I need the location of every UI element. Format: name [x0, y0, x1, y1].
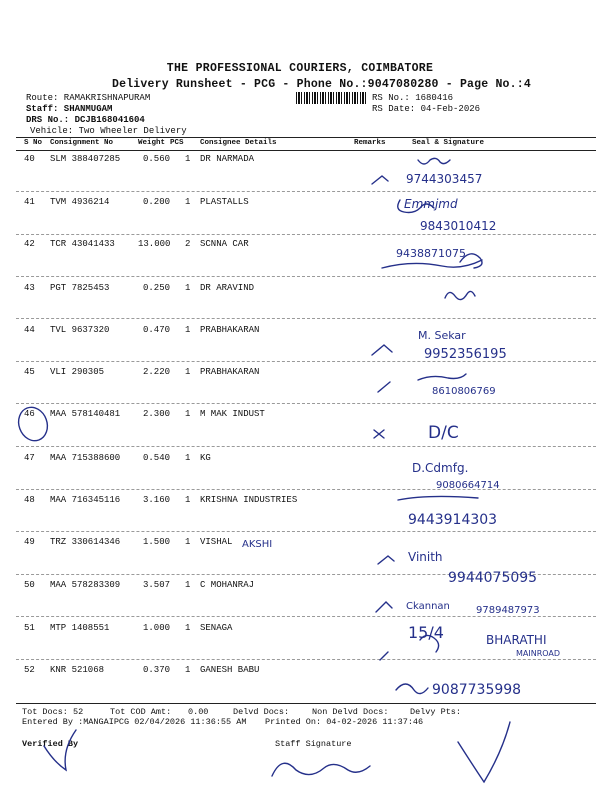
- row-weight: 0.470: [143, 325, 171, 335]
- header-top-rule: [16, 137, 596, 138]
- big-checkmark: [458, 722, 510, 782]
- delivered-docs: Delvd Docs:: [233, 707, 290, 717]
- row-consignment: MAA 578283309: [50, 580, 121, 590]
- row-sno: 52: [24, 665, 35, 675]
- row-consignment: KNR 521068: [50, 665, 105, 675]
- col-consignee: Consignee Details: [200, 139, 277, 147]
- row-sno: 45: [24, 367, 35, 377]
- printed-on: Printed On: 04-02-2026 11:37:46: [265, 717, 424, 727]
- row-divider: [16, 531, 596, 532]
- hw-r51b: BHARATHI: [486, 633, 547, 647]
- hw-r49b: Vinith: [408, 550, 443, 564]
- row-pcs: 1: [185, 197, 191, 207]
- row-consignment: MAA 715388600: [50, 453, 121, 463]
- row-consignee: DR ARAVIND: [200, 283, 255, 293]
- row-divider: [16, 574, 596, 575]
- col-weight: Weight: [138, 139, 166, 147]
- row-pcs: 1: [185, 537, 191, 547]
- drs-number: DRS No.: DCJB168041604: [26, 115, 145, 125]
- runsheet-title: Delivery Runsheet - PCG - Phone No.:9047080280 - Page No.:4: [112, 78, 531, 91]
- total-docs: Tot Docs: 52: [22, 707, 84, 717]
- col-sno: S No: [24, 139, 43, 147]
- row-divider: [16, 191, 596, 192]
- row-divider: [16, 276, 596, 277]
- row-consignee: M MAK INDUST: [200, 409, 265, 419]
- col-consignment: Consignment No: [50, 139, 114, 147]
- row-weight: 3.160: [143, 495, 171, 505]
- row-sno: 51: [24, 623, 35, 633]
- hw-r49c: 9944075095: [448, 570, 538, 586]
- hw-r45: 8610806769: [432, 386, 496, 397]
- hw-r52: 9087735998: [432, 682, 522, 698]
- row-consignee: KRISHNA INDUSTRIES: [200, 495, 298, 505]
- non-delivered-docs: Non Delvd Docs:: [312, 707, 389, 717]
- row-weight: 3.507: [143, 580, 171, 590]
- row-pcs: 1: [185, 580, 191, 590]
- row-weight: 1.000: [143, 623, 171, 633]
- row-divider: [16, 659, 596, 660]
- row-pcs: 1: [185, 283, 191, 293]
- row-consignee: PRABHAKARAN: [200, 325, 260, 335]
- row-sno: 48: [24, 495, 35, 505]
- hw-r40: 9744303457: [406, 172, 483, 186]
- row-consignee: DR NARMADA: [200, 154, 255, 164]
- hw-r47b: 9080664714: [436, 480, 500, 491]
- table-row: [0, 665, 600, 707]
- row-weight: 0.200: [143, 197, 171, 207]
- row-consignee: SCNNA CAR: [200, 239, 249, 249]
- row-consignment: TVM 4936214: [50, 197, 110, 207]
- row-sno: 41: [24, 197, 35, 207]
- rs-number: RS No.: 1680416: [372, 93, 454, 103]
- row-divider: [16, 403, 596, 404]
- row-pcs: 2: [185, 239, 191, 249]
- route-label: Route: RAMAKRISHNAPURAM: [26, 93, 151, 103]
- row-weight: 1.500: [143, 537, 171, 547]
- row-sno: 44: [24, 325, 35, 335]
- row-weight: 0.540: [143, 453, 171, 463]
- staff-signature-scrawl: [272, 763, 370, 776]
- hw-r41a: Emmjmd: [404, 197, 458, 211]
- row-pcs: 1: [185, 409, 191, 419]
- barcode: [296, 92, 368, 104]
- row-sno: 46: [24, 409, 35, 419]
- vehicle-label: Vehicle: Two Wheeler Delivery: [30, 126, 187, 136]
- row-pcs: 1: [185, 367, 191, 377]
- col-seal-signature: Seal & Signature: [412, 139, 485, 147]
- hw-r41b: 9843010412: [420, 219, 497, 233]
- row-consignee: GANESH BABU: [200, 665, 260, 675]
- row-consignee: KG: [200, 453, 211, 463]
- row-weight: 0.370: [143, 665, 171, 675]
- row-pcs: 1: [185, 154, 191, 164]
- col-remarks: Remarks: [354, 139, 386, 147]
- row-consignment: TRZ 330614346: [50, 537, 121, 547]
- table-row: [0, 154, 600, 196]
- hw-r42: 9438871075: [396, 247, 466, 260]
- row-divider: [16, 234, 596, 235]
- total-cod-amount: 0.00: [188, 707, 209, 717]
- row-pcs: 1: [185, 623, 191, 633]
- row-sno: 49: [24, 537, 35, 547]
- table-row: [0, 537, 600, 579]
- total-cod-label: Tot COD Amt:: [110, 707, 172, 717]
- row-consignee: PRABHAKARAN: [200, 367, 260, 377]
- row-consignment: MAA 578140481: [50, 409, 121, 419]
- row-consignee: SENAGA: [200, 623, 233, 633]
- row-divider: [16, 489, 596, 490]
- row-weight: 0.250: [143, 283, 171, 293]
- verified-by-label: Verified By: [22, 739, 79, 749]
- row-weight: 2.300: [143, 409, 171, 419]
- row-divider: [16, 446, 596, 447]
- delivery-points: Delvy Pts:: [410, 707, 462, 717]
- hw-r47a: D.Cdmfg.: [412, 461, 469, 475]
- hw-r46: D/C: [428, 423, 459, 443]
- hw-r51c: MAINROAD: [516, 649, 561, 658]
- hw-r51a: 15/4: [408, 623, 444, 642]
- row-divider: [16, 318, 596, 319]
- row-pcs: 1: [185, 453, 191, 463]
- row-consignee: PLASTALLS: [200, 197, 249, 207]
- hw-r44b: 9952356195: [424, 347, 507, 362]
- table-row: [0, 239, 600, 281]
- row-sno: 43: [24, 283, 35, 293]
- rs-date: RS Date: 04-Feb-2026: [372, 104, 481, 114]
- row-pcs: 1: [185, 495, 191, 505]
- row-consignment: SLM 388407285: [50, 154, 121, 164]
- header-bottom-rule: [16, 150, 596, 151]
- table-row: [0, 409, 600, 451]
- staff-signature-label: Staff Signature: [275, 739, 352, 749]
- hw-r49a: AKSHI: [242, 539, 273, 550]
- row-consignee: C MOHANRAJ: [200, 580, 255, 590]
- row-sno: 50: [24, 580, 35, 590]
- staff-label: Staff: SHANMUGAM: [26, 104, 113, 114]
- hw-r50a: Ckannan: [406, 601, 450, 612]
- hw-r44a: M. Sekar: [418, 329, 466, 342]
- row-consignee: VISHAL: [200, 537, 233, 547]
- row-divider: [16, 616, 596, 617]
- row-consignment: MTP 1408551: [50, 623, 110, 633]
- table-row: [0, 197, 600, 239]
- hw-r50b: 9789487973: [476, 605, 540, 616]
- hw-r48: 9443914303: [408, 512, 498, 528]
- col-pcs: PCS: [170, 139, 184, 147]
- table-bottom-rule: [16, 703, 596, 704]
- row-consignment: TVL 9637320: [50, 325, 110, 335]
- row-sno: 47: [24, 453, 35, 463]
- row-pcs: 1: [185, 325, 191, 335]
- row-consignment: PGT 7825453: [50, 283, 110, 293]
- row-consignment: VLI 290305: [50, 367, 105, 377]
- verified-checkmark: [44, 730, 76, 770]
- row-sno: 42: [24, 239, 35, 249]
- row-sno: 40: [24, 154, 35, 164]
- row-divider: [16, 361, 596, 362]
- row-weight: 13.000: [138, 239, 171, 249]
- row-consignment: TCR 43041433: [50, 239, 115, 249]
- entered-by: Entered By :MANGAIPCG 02/04/2026 11:36:55 AM: [22, 717, 247, 727]
- row-pcs: 1: [185, 665, 191, 675]
- company-title: THE PROFESSIONAL COURIERS, COIMBATORE: [166, 62, 434, 75]
- row-consignment: MAA 716345116: [50, 495, 121, 505]
- row-weight: 0.560: [143, 154, 171, 164]
- row-weight: 2.220: [143, 367, 171, 377]
